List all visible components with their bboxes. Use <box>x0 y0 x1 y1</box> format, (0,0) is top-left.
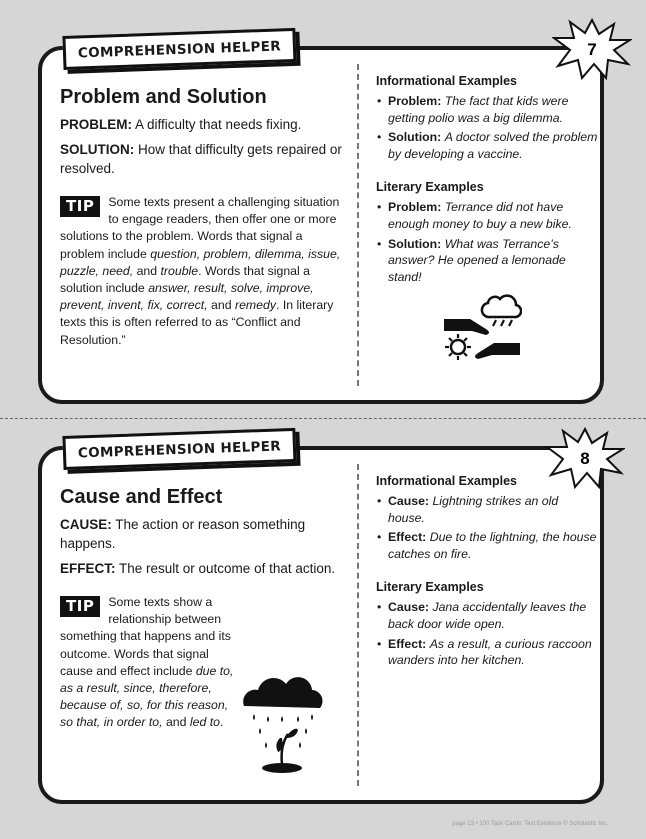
card-cause-effect <box>38 446 604 804</box>
list-item: • Solution: A doctor solved the problem by developing a vaccine. <box>376 129 598 162</box>
hands-weather-icon <box>442 285 522 367</box>
list-item: • Problem: Terrance did not have enough money to buy a new bike. <box>376 199 598 232</box>
definition-solution: SOLUTION: How that difficulty gets repaired or resolved. <box>60 142 342 176</box>
informational-list <box>376 93 598 162</box>
tip-badge: TIP <box>60 596 100 617</box>
list-item: • Problem: The fact that kids were getting polio was a big dilemma. <box>376 93 598 126</box>
list-item: • Cause: Lightning strikes an old house. <box>376 493 598 526</box>
card-problem-solution <box>38 46 604 404</box>
list-item: • Cause: Jana accidentally leaves the back door wide open. <box>376 599 598 632</box>
literary-heading: Literary Examples <box>376 180 484 195</box>
list-item: • Effect: As a result, a curious raccoon wanders into her kitchen. <box>376 636 598 669</box>
card-title: Problem and Solution <box>60 86 267 108</box>
card-right-column <box>376 474 598 687</box>
tip-box: TIP Some texts show a relationship between something that happens and its outcome. Words that signal cause and effect include due to, as a result, since, therefore, because of, so, for this reason, so that, in order to, and led to. <box>60 595 234 730</box>
column-divider <box>357 464 359 786</box>
informational-heading: Informational Examples <box>376 74 518 88</box>
card-number: 8 <box>580 449 590 468</box>
literary-list <box>376 199 598 285</box>
comprehension-helper-banner: COMPREHENSION HELPER <box>62 428 296 470</box>
list-item: • Solution: What was Terrance’s answer? He opened a lemonade stand! <box>376 236 598 286</box>
card-left-column <box>60 86 345 349</box>
column-divider <box>357 64 359 386</box>
literary-list <box>376 599 598 668</box>
tip-badge: TIP <box>60 196 100 217</box>
definition-cause: CAUSE: The action or reason something happens. <box>60 517 306 551</box>
card-number-burst <box>545 427 625 489</box>
cut-line <box>0 418 646 419</box>
comprehension-helper-banner: COMPREHENSION HELPER <box>62 28 296 70</box>
literary-heading: Literary Examples <box>376 580 484 595</box>
card-number-burst <box>552 18 632 80</box>
page-footer: page 13 • 100 Task Cards: Text Evidence © Scholastic Inc. <box>452 821 608 827</box>
definition-effect: EFFECT: The result or outcome of that action. <box>60 561 336 576</box>
list-item: • Effect: Due to the lightning, the house catches on fire. <box>376 529 598 562</box>
definition-problem: PROBLEM: A difficulty that needs fixing. <box>60 117 302 132</box>
informational-list <box>376 493 598 562</box>
informational-heading: Informational Examples <box>376 474 518 488</box>
card-number: 7 <box>587 40 597 59</box>
storm-cloud-plant-icon <box>232 676 332 776</box>
tip-box: TIP Some texts present a challenging situation to engage readers, then offer one or more solutions to the problem. Words that signal a problem include question, problem, dilemma, issue, puzzle, need, and trouble. Words that signal a solution include answer, result, solve, improve, prevent, invent, fix, correct, and remedy. In literary texts this is often referred to as “Conflict and Resolution.” <box>60 195 341 347</box>
card-right-column <box>376 74 598 303</box>
card-title: Cause and Effect <box>60 486 223 508</box>
